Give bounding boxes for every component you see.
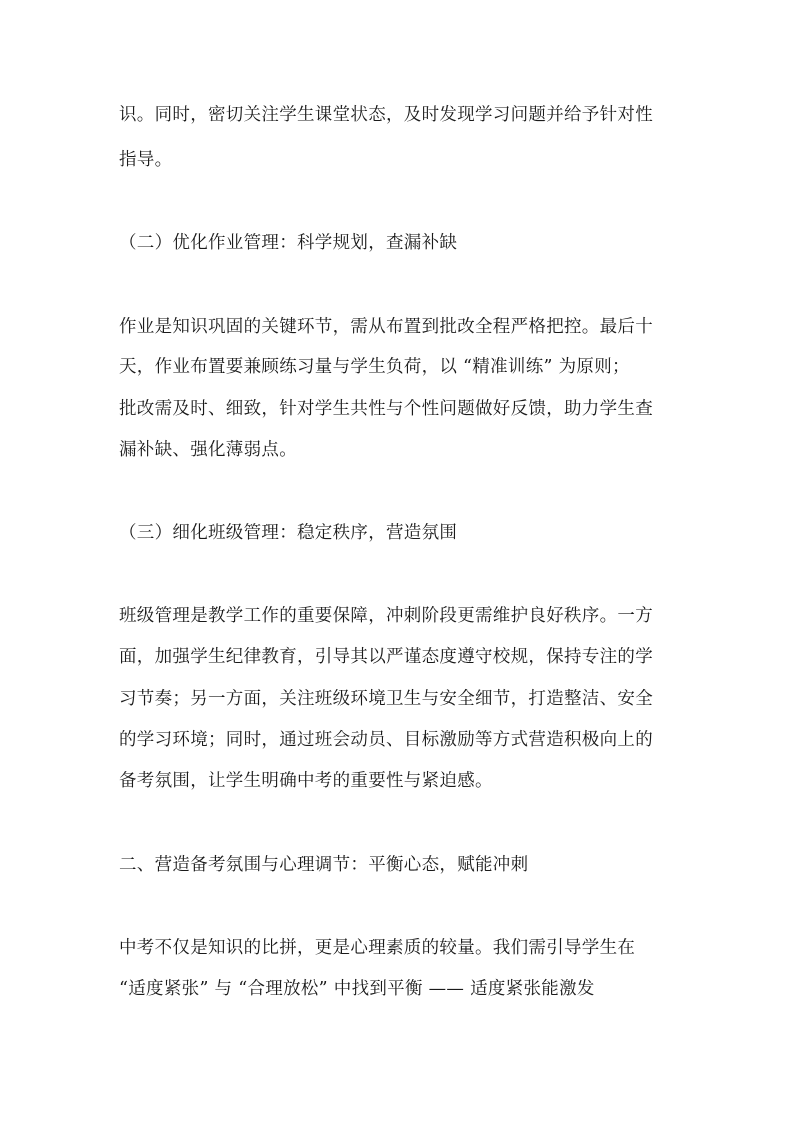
paragraph-line: 识。同时，密切关注学生课堂状态，及时发现学习问题并给予针对性 (119, 105, 653, 125)
paragraph-line: 班级管理是教学工作的重要保障，冲刺阶段更需维护良好秩序。一方 (119, 606, 653, 626)
paragraph-line: 天，作业布置要兼顾练习量与学生负荷，以 “精准训练” 为原则； (119, 357, 630, 377)
paragraph-line: 面，加强学生纪律教育，引导其以严谨态度遵守校规，保持专注的学 (119, 647, 653, 667)
paragraph-line: 备考氛围，让学生明确中考的重要性与紧迫感。 (119, 771, 493, 791)
paragraph-line: 漏补缺、强化薄弱点。 (119, 440, 297, 460)
paragraph-line: 作业是知识巩固的关键环节，需从布置到批改全程严格把控。最后十 (119, 317, 653, 337)
paragraph-line: 中考不仅是知识的比拼，更是心理素质的较量。我们需引导学生在 (119, 938, 636, 958)
paragraph-line: 习节奏；另一方面，关注班级环境卫生与安全细节，打造整洁、安全 (119, 689, 653, 709)
paragraph-line: “适度紧张” 与 “合理放松” 中找到平衡 —— 适度紧张能激发 (119, 979, 595, 999)
paragraph-line: 的学习环境；同时，通过班会动员、目标激励等方式营造积极向上的 (119, 730, 653, 750)
section-heading-atmosphere: 二、营造备考氛围与心理调节：平衡心态，赋能冲刺 (119, 855, 529, 875)
section-heading-class-management: （三）细化班级管理：稳定秩序，营造氛围 (119, 523, 458, 543)
paragraph-line: 批改需及时、细致，针对学生共性与个性问题做好反馈，助力学生查 (119, 399, 653, 419)
section-heading-homework: （二）优化作业管理：科学规划，查漏补缺 (119, 233, 458, 253)
paragraph-line: 指导。 (119, 150, 173, 170)
